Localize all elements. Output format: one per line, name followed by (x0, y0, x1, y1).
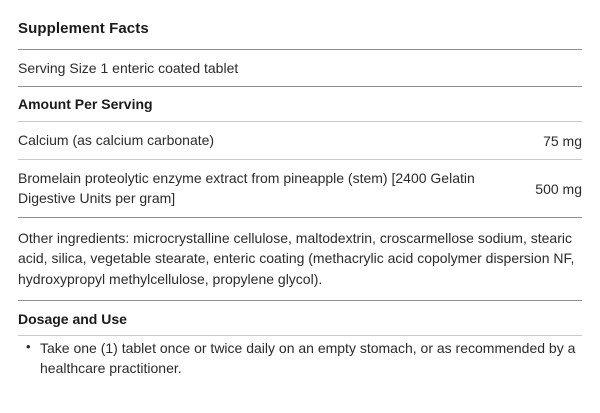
divider-below-dosage-header (18, 335, 582, 336)
bullet-icon: • (26, 338, 31, 354)
amount-per-serving-header: Amount Per Serving (18, 96, 153, 112)
nutrient-row (18, 122, 582, 159)
nutrient-amount: 500 mg (535, 180, 582, 197)
panel-title: Supplement Facts (18, 20, 149, 37)
nutrient-name: Bromelain proteolytic enzyme extract from pineapple (stem) [2400 Gelatin Digestive Units per gram] (18, 170, 475, 206)
serving-size-text: Serving Size 1 enteric coated tablet (18, 60, 239, 76)
nutrient-name: Calcium (as calcium carbonate) (18, 132, 215, 148)
dosage-and-use-header: Dosage and Use (18, 310, 127, 327)
dosage-item-text: Take one (1) tablet once or twice daily on an empty stomach, or as recommended by a healthcare practitioner. (40, 339, 576, 377)
nutrient-amount: 75 mg (543, 132, 582, 149)
nutrient-row (18, 160, 582, 217)
other-ingredients-text: Other ingredients: microcrystalline cellulose, maltodextrin, croscarmellose sodium, stearic acid, silica, vegetable stearate, enteric coating (methacrylic acid copolymer dispersion NF, hydroxypropyl methylcellulose, propylene glycol). (18, 229, 575, 287)
list-item (26, 338, 582, 379)
dosage-list (18, 338, 582, 379)
